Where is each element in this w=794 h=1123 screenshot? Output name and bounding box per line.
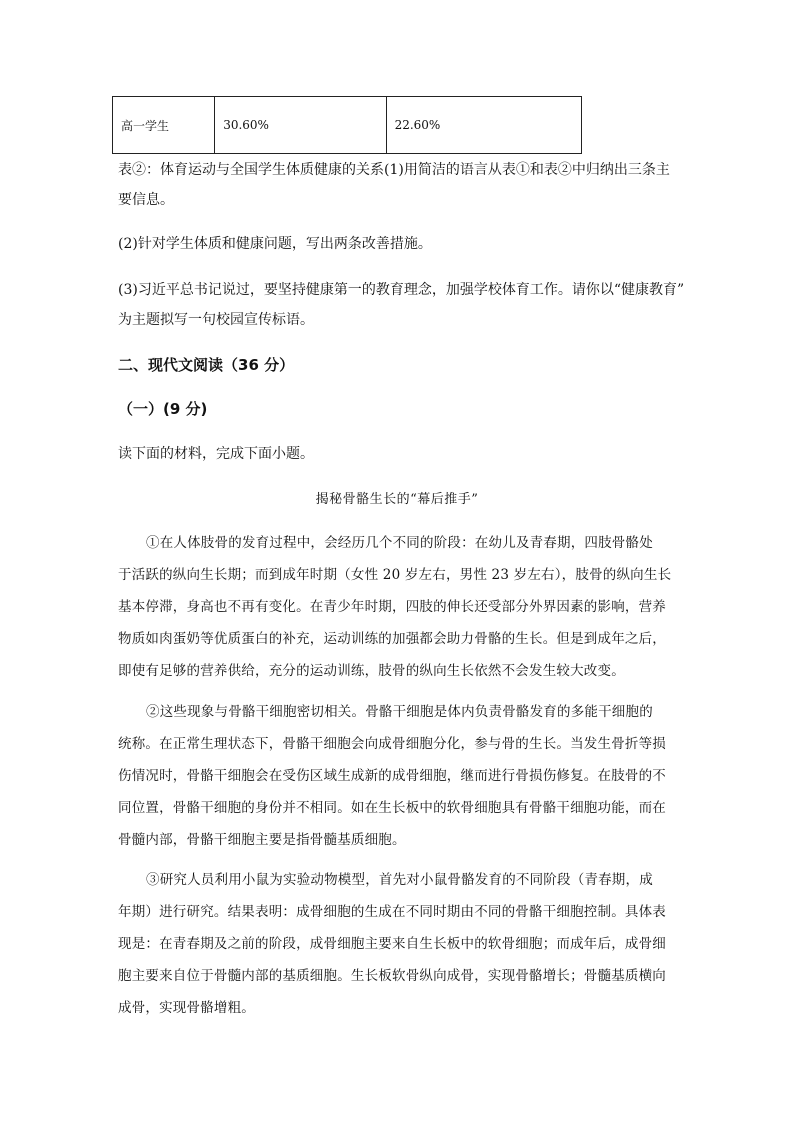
question-3-line-2: 为主题拟写一句校园宣传标语。 (118, 312, 314, 328)
table-cell-value-1: 30.60% (215, 97, 386, 154)
paragraph-line: 现是：在青春期及之前的阶段，成骨细胞主要来自生长板中的软骨细胞；而成年后，成骨细 (118, 936, 666, 952)
paragraph-line: 年期）进行研究。结果表明：成骨细胞的生成在不同时期由不同的骨骼干细胞控制。具体表 (118, 904, 666, 920)
article-title: 揭秘骨骼生长的“幕后推手” (315, 492, 479, 507)
article-paragraph-1 (118, 527, 683, 687)
section-subtitle: （一）(9 分) (118, 400, 208, 418)
paragraph-line: 于活跃的纵向生长期；而到成年时期（女性 20 岁左右，男性 23 岁左右），肢骨的纵向生长 (118, 567, 672, 583)
paragraph-line: ②这些现象与骨骼干细胞密切相关。骨骼干细胞是体内负责骨骼发育的多能干细胞的 (146, 704, 653, 720)
table-cell-grade: 高一学生 (113, 97, 215, 154)
paragraph-line: ③研究人员利用小鼠为实验动物模型，首先对小鼠骨骼发育的不同阶段（青春期，成 (146, 872, 653, 888)
question-3-line-1: (3)习近平总书记说过，要坚持健康第一的教育理念，加强学校体育工作。请你以“健康教育” (118, 282, 685, 298)
section-title: 二、现代文阅读（36 分） (118, 356, 295, 374)
question-1-line-1: 表②：体育运动与全国学生体质健康的关系(1)用简洁的语言从表①和表②中归纳出三条主 (118, 162, 670, 178)
paragraph-line: 成骨，实现骨骼增粗。 (118, 1000, 255, 1016)
paragraph-line: 物质如肉蛋奶等优质蛋白的补充，运动训练的加强都会助力骨骼的生长。但是到成年之后， (118, 631, 666, 647)
paragraph-line: 统称。在正常生理状态下，骨骼干细胞会向成骨细胞分化，参与骨的生长。当发生骨折等损 (118, 736, 666, 752)
paragraph-line: 基本停滞，身高也不再有变化。在青少年时期，四肢的伸长还受部分外界因素的影响，营养 (118, 599, 666, 615)
article-paragraph-3 (118, 864, 683, 1024)
table-row (113, 97, 582, 154)
table-cell-value-2: 22.60% (386, 97, 581, 154)
paragraph-line: 骨髓内部，骨骼干细胞主要是指骨髓基质细胞。 (118, 832, 406, 848)
paragraph-line: 即使有足够的营养供给，充分的运动训练，肢骨的纵向生长依然不会发生较大改变。 (118, 663, 625, 679)
question-1-line-2: 要信息。 (118, 192, 174, 208)
paragraph-line: 胞主要来自位于骨髓内部的基质细胞。生长板软骨纵向成骨，实现骨骼增长；骨髓基质横向 (118, 968, 666, 984)
article-paragraph-2 (118, 696, 683, 856)
question-2: (2)针对学生体质和健康问题，写出两条改善措施。 (118, 236, 432, 252)
section-instruction: 读下面的材料，完成下面小题。 (118, 446, 314, 462)
data-table (112, 96, 582, 154)
paragraph-line: ①在人体肢骨的发育过程中，会经历几个不同的阶段：在幼儿及青春期，四肢骨骼处 (146, 535, 653, 551)
paragraph-line: 伤情况时，骨骼干细胞会在受伤区域生成新的成骨细胞，继而进行骨损伤修复。在肢骨的不 (118, 768, 666, 784)
paragraph-line: 同位置，骨骼干细胞的身份并不相同。如在生长板中的软骨细胞具有骨骼干细胞功能，而在 (118, 800, 666, 816)
